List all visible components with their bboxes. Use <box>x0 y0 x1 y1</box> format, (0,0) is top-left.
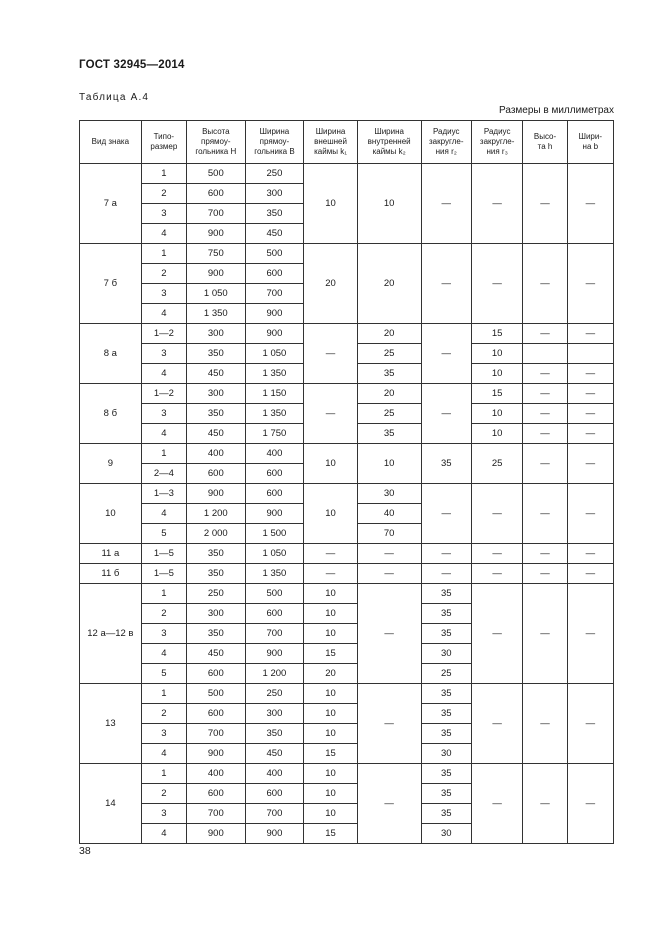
col-header-height-h: Высота прямоу- гольника H <box>186 121 245 164</box>
cell-width-b: 1 200 <box>245 664 304 684</box>
cell-height-small-h: — <box>523 584 567 684</box>
cell-inner-border-k2: 40 <box>357 504 421 524</box>
cell-width-b: 900 <box>245 304 304 324</box>
cell-radius-r2: 35 <box>421 764 471 784</box>
cell-width-b: 600 <box>245 604 304 624</box>
cell-height-small-h: — <box>523 444 567 484</box>
cell-width-b: 450 <box>245 744 304 764</box>
cell-width-small-b: — <box>567 404 613 424</box>
cell-width-b: 900 <box>245 644 304 664</box>
cell-size: 4 <box>141 224 186 244</box>
cell-height-h: 1 050 <box>186 284 245 304</box>
cell-height-small-h: — <box>523 324 567 344</box>
cell-inner-border-k2: 20 <box>357 324 421 344</box>
cell-width-b: 1 150 <box>245 384 304 404</box>
cell-height-h: 600 <box>186 184 245 204</box>
cell-width-small-b: — <box>567 564 613 584</box>
cell-radius-r2: — <box>421 564 471 584</box>
cell-sign-type: 8 б <box>80 384 142 444</box>
cell-outer-border-k1: 10 <box>304 784 358 804</box>
cell-width-b: 900 <box>245 324 304 344</box>
cell-radius-r2: — <box>421 544 471 564</box>
cell-outer-border-k1: 20 <box>304 664 358 684</box>
cell-size: 1 <box>141 684 186 704</box>
cell-sign-type: 13 <box>80 684 142 764</box>
cell-width-small-b: — <box>567 244 613 324</box>
cell-size: 4 <box>141 504 186 524</box>
cell-outer-border-k1: — <box>304 324 358 384</box>
cell-radius-r3: — <box>471 544 522 564</box>
cell-size: 1—2 <box>141 324 186 344</box>
col-header-outer-border-k1: Ширина внешней каймы k₁ <box>304 121 358 164</box>
table-row <box>80 244 614 264</box>
cell-size: 2 <box>141 184 186 204</box>
cell-outer-border-k1: 10 <box>304 724 358 744</box>
cell-radius-r2: — <box>421 324 471 384</box>
cell-outer-border-k1: — <box>304 544 358 564</box>
cell-width-b: 900 <box>245 824 304 844</box>
cell-radius-r3: — <box>471 564 522 584</box>
cell-radius-r2: — <box>421 244 471 324</box>
cell-height-h: 450 <box>186 644 245 664</box>
cell-inner-border-k2: 30 <box>357 484 421 504</box>
cell-size: 5 <box>141 524 186 544</box>
cell-outer-border-k1: 10 <box>304 584 358 604</box>
cell-radius-r3: 15 <box>471 384 522 404</box>
cell-width-b: 350 <box>245 724 304 744</box>
cell-height-small-h: — <box>523 544 567 564</box>
cell-outer-border-k1: 10 <box>304 684 358 704</box>
cell-width-small-b: — <box>567 384 613 404</box>
cell-width-b: 400 <box>245 764 304 784</box>
cell-height-h: 700 <box>186 724 245 744</box>
cell-width-b: 700 <box>245 284 304 304</box>
cell-height-h: 750 <box>186 244 245 264</box>
cell-height-small-h: — <box>523 424 567 444</box>
cell-height-h: 300 <box>186 384 245 404</box>
cell-height-h: 350 <box>186 344 245 364</box>
cell-height-small-h: — <box>523 484 567 544</box>
cell-size: 1 <box>141 584 186 604</box>
page-number: 38 <box>79 845 91 857</box>
cell-inner-border-k2: 20 <box>357 384 421 404</box>
cell-radius-r2: 30 <box>421 824 471 844</box>
cell-radius-r2: 35 <box>421 784 471 804</box>
cell-inner-border-k2: — <box>357 764 421 844</box>
cell-width-small-b: — <box>567 484 613 544</box>
cell-size: 3 <box>141 804 186 824</box>
cell-outer-border-k1: 10 <box>304 704 358 724</box>
cell-radius-r3: — <box>471 164 522 244</box>
cell-width-small-b: — <box>567 364 613 384</box>
cell-height-h: 300 <box>186 324 245 344</box>
cell-outer-border-k1: 10 <box>304 624 358 644</box>
cell-sign-type: 9 <box>80 444 142 484</box>
cell-size: 2 <box>141 704 186 724</box>
cell-width-b: 1 350 <box>245 404 304 424</box>
cell-radius-r3: — <box>471 244 522 324</box>
cell-width-b: 300 <box>245 184 304 204</box>
cell-sign-type: 11 а <box>80 544 142 564</box>
cell-size: 1—2 <box>141 384 186 404</box>
cell-size: 3 <box>141 624 186 644</box>
table-row <box>80 764 614 784</box>
cell-size: 3 <box>141 404 186 424</box>
cell-radius-r2: 35 <box>421 444 471 484</box>
dimensions-table <box>79 120 614 844</box>
cell-sign-type: 10 <box>80 484 142 544</box>
cell-radius-r3: — <box>471 484 522 544</box>
cell-outer-border-k1: 10 <box>304 484 358 544</box>
cell-width-b: 700 <box>245 804 304 824</box>
col-header-sign-type: Вид знака <box>80 121 142 164</box>
cell-radius-r3: 10 <box>471 364 522 384</box>
col-header-width-b: Ширина прямоу- гольника B <box>245 121 304 164</box>
cell-width-b: 600 <box>245 264 304 284</box>
cell-height-small-h: — <box>523 244 567 324</box>
cell-radius-r3: 10 <box>471 344 522 364</box>
cell-width-b: 1 050 <box>245 344 304 364</box>
cell-size: 4 <box>141 824 186 844</box>
cell-width-small-b: — <box>567 584 613 684</box>
cell-width-small-b <box>567 344 613 364</box>
table-row <box>80 324 614 344</box>
cell-outer-border-k1: 10 <box>304 804 358 824</box>
cell-radius-r3: 25 <box>471 444 522 484</box>
cell-outer-border-k1: 15 <box>304 644 358 664</box>
cell-width-b: 700 <box>245 624 304 644</box>
cell-size: 1 <box>141 164 186 184</box>
cell-radius-r2: 35 <box>421 624 471 644</box>
cell-inner-border-k2: 10 <box>357 164 421 244</box>
cell-radius-r3: — <box>471 764 522 844</box>
cell-outer-border-k1: — <box>304 564 358 584</box>
cell-sign-type: 12 а—12 в <box>80 584 142 684</box>
cell-size: 1 <box>141 764 186 784</box>
cell-radius-r2: — <box>421 384 471 444</box>
cell-outer-border-k1: 10 <box>304 164 358 244</box>
cell-width-b: 250 <box>245 164 304 184</box>
header-row <box>80 121 614 164</box>
cell-width-b: 350 <box>245 204 304 224</box>
cell-height-h: 2 000 <box>186 524 245 544</box>
cell-inner-border-k2: 25 <box>357 404 421 424</box>
cell-width-b: 1 500 <box>245 524 304 544</box>
cell-width-small-b: — <box>567 164 613 244</box>
cell-width-b: 300 <box>245 704 304 724</box>
cell-height-h: 900 <box>186 744 245 764</box>
cell-radius-r2: 35 <box>421 684 471 704</box>
cell-width-b: 600 <box>245 784 304 804</box>
cell-height-h: 500 <box>186 164 245 184</box>
cell-height-small-h: — <box>523 684 567 764</box>
cell-radius-r2: 25 <box>421 664 471 684</box>
cell-width-small-b: — <box>567 764 613 844</box>
cell-height-h: 600 <box>186 664 245 684</box>
cell-radius-r2: — <box>421 484 471 544</box>
cell-outer-border-k1: 10 <box>304 604 358 624</box>
cell-inner-border-k2: 25 <box>357 344 421 364</box>
table-row <box>80 684 614 704</box>
cell-height-h: 900 <box>186 264 245 284</box>
units-note: Размеры в миллиметрах <box>499 105 614 116</box>
cell-outer-border-k1: 15 <box>304 744 358 764</box>
table-row <box>80 564 614 584</box>
cell-radius-r3: 15 <box>471 324 522 344</box>
cell-size: 4 <box>141 644 186 664</box>
cell-size: 3 <box>141 204 186 224</box>
cell-size: 3 <box>141 344 186 364</box>
cell-size: 1 <box>141 444 186 464</box>
cell-width-small-b: — <box>567 444 613 484</box>
cell-size: 4 <box>141 364 186 384</box>
cell-height-h: 600 <box>186 464 245 484</box>
cell-height-h: 900 <box>186 824 245 844</box>
cell-height-h: 350 <box>186 564 245 584</box>
cell-height-h: 1 200 <box>186 504 245 524</box>
cell-width-b: 450 <box>245 224 304 244</box>
table-row <box>80 444 614 464</box>
col-header-radius-r3: Радиус закругле- ния r₃ <box>471 121 522 164</box>
cell-height-h: 700 <box>186 804 245 824</box>
cell-radius-r2: 35 <box>421 704 471 724</box>
cell-width-b: 1 050 <box>245 544 304 564</box>
cell-inner-border-k2: 35 <box>357 424 421 444</box>
cell-radius-r3: — <box>471 584 522 684</box>
cell-height-small-h: — <box>523 164 567 244</box>
cell-width-b: 500 <box>245 584 304 604</box>
table-body <box>80 164 614 844</box>
cell-radius-r2: 35 <box>421 604 471 624</box>
cell-outer-border-k1: — <box>304 384 358 444</box>
cell-width-b: 1 350 <box>245 364 304 384</box>
cell-sign-type: 14 <box>80 764 142 844</box>
cell-size: 2 <box>141 264 186 284</box>
cell-inner-border-k2: 20 <box>357 244 421 324</box>
cell-width-small-b: — <box>567 424 613 444</box>
cell-height-h: 900 <box>186 484 245 504</box>
cell-height-h: 250 <box>186 584 245 604</box>
cell-radius-r2: — <box>421 164 471 244</box>
cell-height-small-h: — <box>523 564 567 584</box>
cell-size: 4 <box>141 744 186 764</box>
cell-height-h: 350 <box>186 624 245 644</box>
table-row <box>80 544 614 564</box>
cell-width-small-b: — <box>567 324 613 344</box>
cell-radius-r2: 30 <box>421 744 471 764</box>
cell-inner-border-k2: — <box>357 564 421 584</box>
cell-width-b: 600 <box>245 464 304 484</box>
cell-sign-type: 11 б <box>80 564 142 584</box>
table-caption: Таблица А.4 <box>79 92 150 103</box>
cell-width-small-b: — <box>567 544 613 564</box>
cell-sign-type: 7 б <box>80 244 142 324</box>
cell-height-small-h <box>523 344 567 364</box>
cell-inner-border-k2: — <box>357 544 421 564</box>
cell-radius-r2: 35 <box>421 584 471 604</box>
cell-radius-r3: 10 <box>471 424 522 444</box>
cell-height-h: 350 <box>186 404 245 424</box>
cell-width-b: 1 350 <box>245 564 304 584</box>
cell-inner-border-k2: 10 <box>357 444 421 484</box>
cell-outer-border-k1: 20 <box>304 244 358 324</box>
document-header: ГОСТ 32945—2014 <box>79 59 185 71</box>
cell-radius-r3: — <box>471 684 522 764</box>
col-header-height-small-h: Высо- та h <box>523 121 567 164</box>
col-header-width-small-b: Шири- на b <box>567 121 613 164</box>
cell-height-small-h: — <box>523 384 567 404</box>
cell-size: 1—3 <box>141 484 186 504</box>
cell-height-h: 300 <box>186 604 245 624</box>
cell-height-h: 400 <box>186 444 245 464</box>
cell-height-small-h: — <box>523 404 567 424</box>
cell-sign-type: 8 а <box>80 324 142 384</box>
cell-size: 3 <box>141 724 186 744</box>
cell-inner-border-k2: 70 <box>357 524 421 544</box>
col-header-inner-border-k2: Ширина внутренней каймы k₂ <box>357 121 421 164</box>
cell-height-h: 450 <box>186 424 245 444</box>
table-head <box>80 121 614 164</box>
cell-height-h: 600 <box>186 704 245 724</box>
cell-height-h: 1 350 <box>186 304 245 324</box>
cell-width-small-b: — <box>567 684 613 764</box>
cell-radius-r2: 35 <box>421 804 471 824</box>
table-row <box>80 484 614 504</box>
cell-width-b: 600 <box>245 484 304 504</box>
table-row <box>80 384 614 404</box>
cell-inner-border-k2: — <box>357 584 421 684</box>
cell-sign-type: 7 а <box>80 164 142 244</box>
cell-size: 4 <box>141 304 186 324</box>
cell-height-small-h: — <box>523 764 567 844</box>
cell-size: 4 <box>141 424 186 444</box>
cell-size: 1—5 <box>141 564 186 584</box>
cell-width-b: 400 <box>245 444 304 464</box>
cell-width-b: 1 750 <box>245 424 304 444</box>
cell-height-h: 500 <box>186 684 245 704</box>
cell-height-h: 700 <box>186 204 245 224</box>
cell-inner-border-k2: 35 <box>357 364 421 384</box>
cell-height-small-h: — <box>523 364 567 384</box>
cell-height-h: 350 <box>186 544 245 564</box>
cell-size: 1 <box>141 244 186 264</box>
table-row <box>80 584 614 604</box>
cell-height-h: 600 <box>186 784 245 804</box>
cell-size: 5 <box>141 664 186 684</box>
cell-size: 2 <box>141 604 186 624</box>
cell-width-b: 250 <box>245 684 304 704</box>
cell-inner-border-k2: — <box>357 684 421 764</box>
cell-radius-r3: 10 <box>471 404 522 424</box>
col-header-size: Типо- размер <box>141 121 186 164</box>
cell-outer-border-k1: 15 <box>304 824 358 844</box>
cell-height-h: 900 <box>186 224 245 244</box>
cell-size: 3 <box>141 284 186 304</box>
cell-outer-border-k1: 10 <box>304 444 358 484</box>
cell-width-b: 900 <box>245 504 304 524</box>
cell-height-h: 400 <box>186 764 245 784</box>
table-row <box>80 164 614 184</box>
cell-radius-r2: 35 <box>421 724 471 744</box>
cell-size: 1—5 <box>141 544 186 564</box>
cell-radius-r2: 30 <box>421 644 471 664</box>
cell-size: 2 <box>141 784 186 804</box>
col-header-radius-r2: Радиус закругле- ния r₂ <box>421 121 471 164</box>
cell-height-h: 450 <box>186 364 245 384</box>
cell-size: 2—4 <box>141 464 186 484</box>
cell-outer-border-k1: 10 <box>304 764 358 784</box>
cell-width-b: 500 <box>245 244 304 264</box>
